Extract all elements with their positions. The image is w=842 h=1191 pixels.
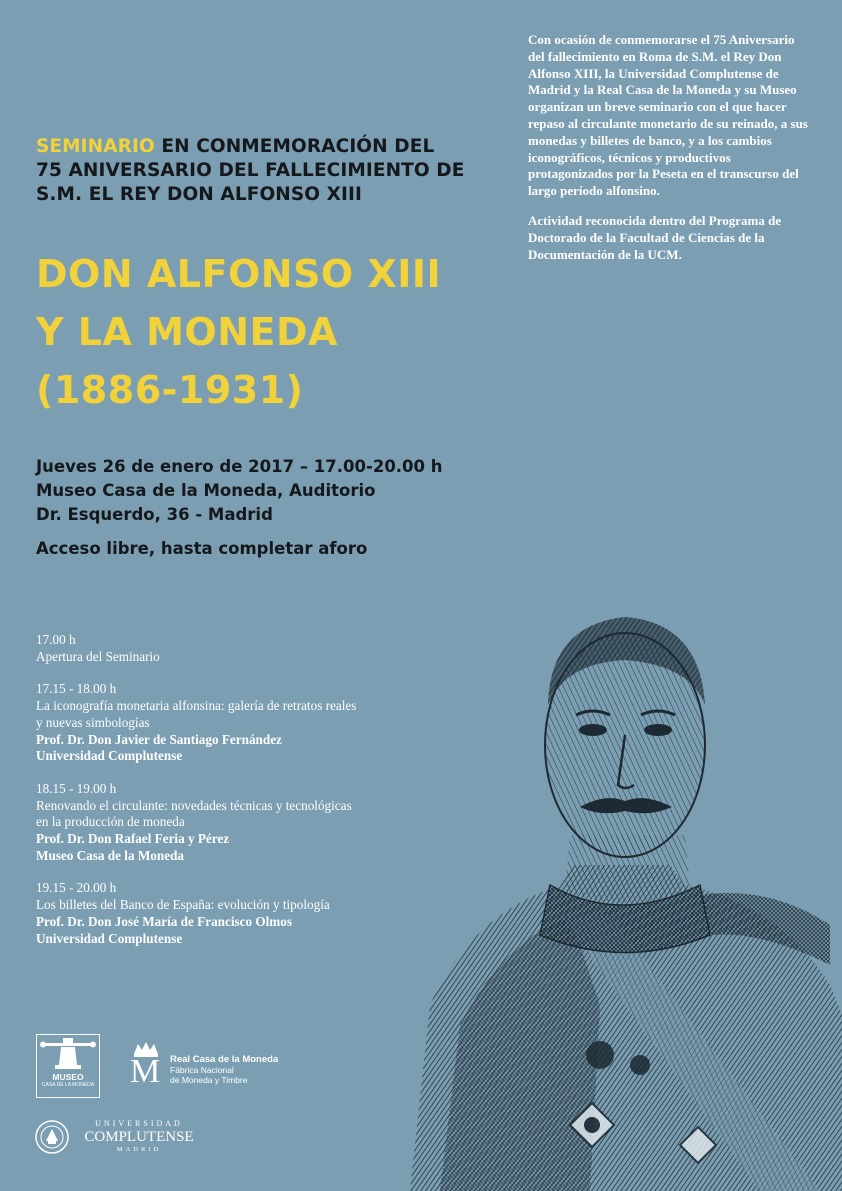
ucm-logo-line1: UNIVERSIDAD [95,1119,183,1128]
program-session [36,681,366,765]
ucm-logo-line3: MADRID [116,1146,162,1153]
session-title: Los billetes del Banco de España: evolución y tipología [36,897,330,913]
intro-paragraph: Con ocasión de conmemorarse el 75 Aniversario del fallecimiento en Roma de S.M. el Rey Don Alfonso XIII, la Universidad Complutense de Madrid y la Real Casa de la Moneda y su Museo organizan un breve seminario con el que hacer repaso al circulante monetario de su reinado, a sus monedas y billetes de banco, y a los cambios iconográficos, técnicos y productivos protagonizados por la Peseta en el transcurso del largo período alfonsino. [528,32,808,199]
event-date: Jueves 26 de enero de 2017 – 17.00-20.00 h [36,457,443,476]
session-institution: Universidad Complutense [36,748,183,764]
program-session [36,880,366,947]
main-title [36,245,506,419]
session-time: 17.15 - 18.00 h [36,681,117,697]
intro-note: Actividad reconocida dentro del Programa de Doctorado de la Facultad de Ciencias de la Documentación de la UCM. [528,212,782,262]
session-speaker: Prof. Dr. Don Rafael Feria y Pérez [36,831,230,847]
main-title-line2: Y LA MONEDA [36,310,338,354]
event-info [36,455,506,561]
event-address: Dr. Esquerdo, 36 - Madrid [36,505,273,524]
universidad-complutense-logo [34,1117,204,1157]
seminar-heading-line2: 75 ANIVERSARIO DEL FALLECIMIENTO DE [36,160,465,181]
ucm-logo-line2: COMPLUTENSE [84,1129,194,1145]
real-casa-moneda-logo [128,1040,308,1092]
ucm-seal-icon [34,1119,70,1155]
session-institution: Museo Casa de la Moneda [36,847,184,863]
seminario-word: SEMINARIO [36,136,155,157]
event-venue: Museo Casa de la Moneda, Auditorio [36,481,376,500]
seminar-heading-line1 [36,135,496,159]
main-title-line1: DON ALFONSO XIII [36,252,442,296]
program-session [36,632,366,665]
museo-logo-line1: MUSEO [52,1072,84,1082]
museo-casa-moneda-logo [36,1034,100,1098]
seminar-heading-line3: S.M. EL REY DON ALFONSO XIII [36,184,362,205]
seminario-rest: EN CONMEMORACIÓN DEL [154,136,435,157]
museo-logo-line2: CASA DE LA MONEDA [41,1082,95,1088]
event-access: Acceso libre, hasta completar aforo [36,539,368,558]
session-time: 17.00 h [36,632,76,647]
session-time: 19.15 - 20.00 h [36,880,117,896]
seminar-heading [36,135,496,207]
rcm-logo-line3: de Moneda y Timbre [170,1075,248,1085]
program-session [36,781,366,865]
session-title: Apertura del Seminario [36,648,160,664]
session-title: Renovando el circulante: novedades técnicas y tecnológicas en la producción de moneda [36,797,352,830]
main-title-line3: (1886-1931) [36,368,304,412]
session-institution: Universidad Complutense [36,930,183,946]
rcm-logo-line1: Real Casa de la Moneda [170,1054,279,1065]
session-title: La iconografía monetaria alfonsina: galería de retratos reales y nuevas simbologías [36,698,357,730]
rcm-logo-letter: M [130,1053,161,1090]
program-list [36,632,366,963]
session-time: 18.15 - 19.00 h [36,780,117,796]
intro-text [528,32,813,276]
king-portrait-engraving [400,585,842,1191]
session-speaker: Prof. Dr. Don Javier de Santiago Fernández [36,731,282,747]
coin-press-icon [37,1035,99,1073]
rcm-logo-line2: Fábrica Nacional [170,1065,234,1075]
session-speaker: Prof. Dr. Don José María de Francisco Olmos [36,913,293,929]
